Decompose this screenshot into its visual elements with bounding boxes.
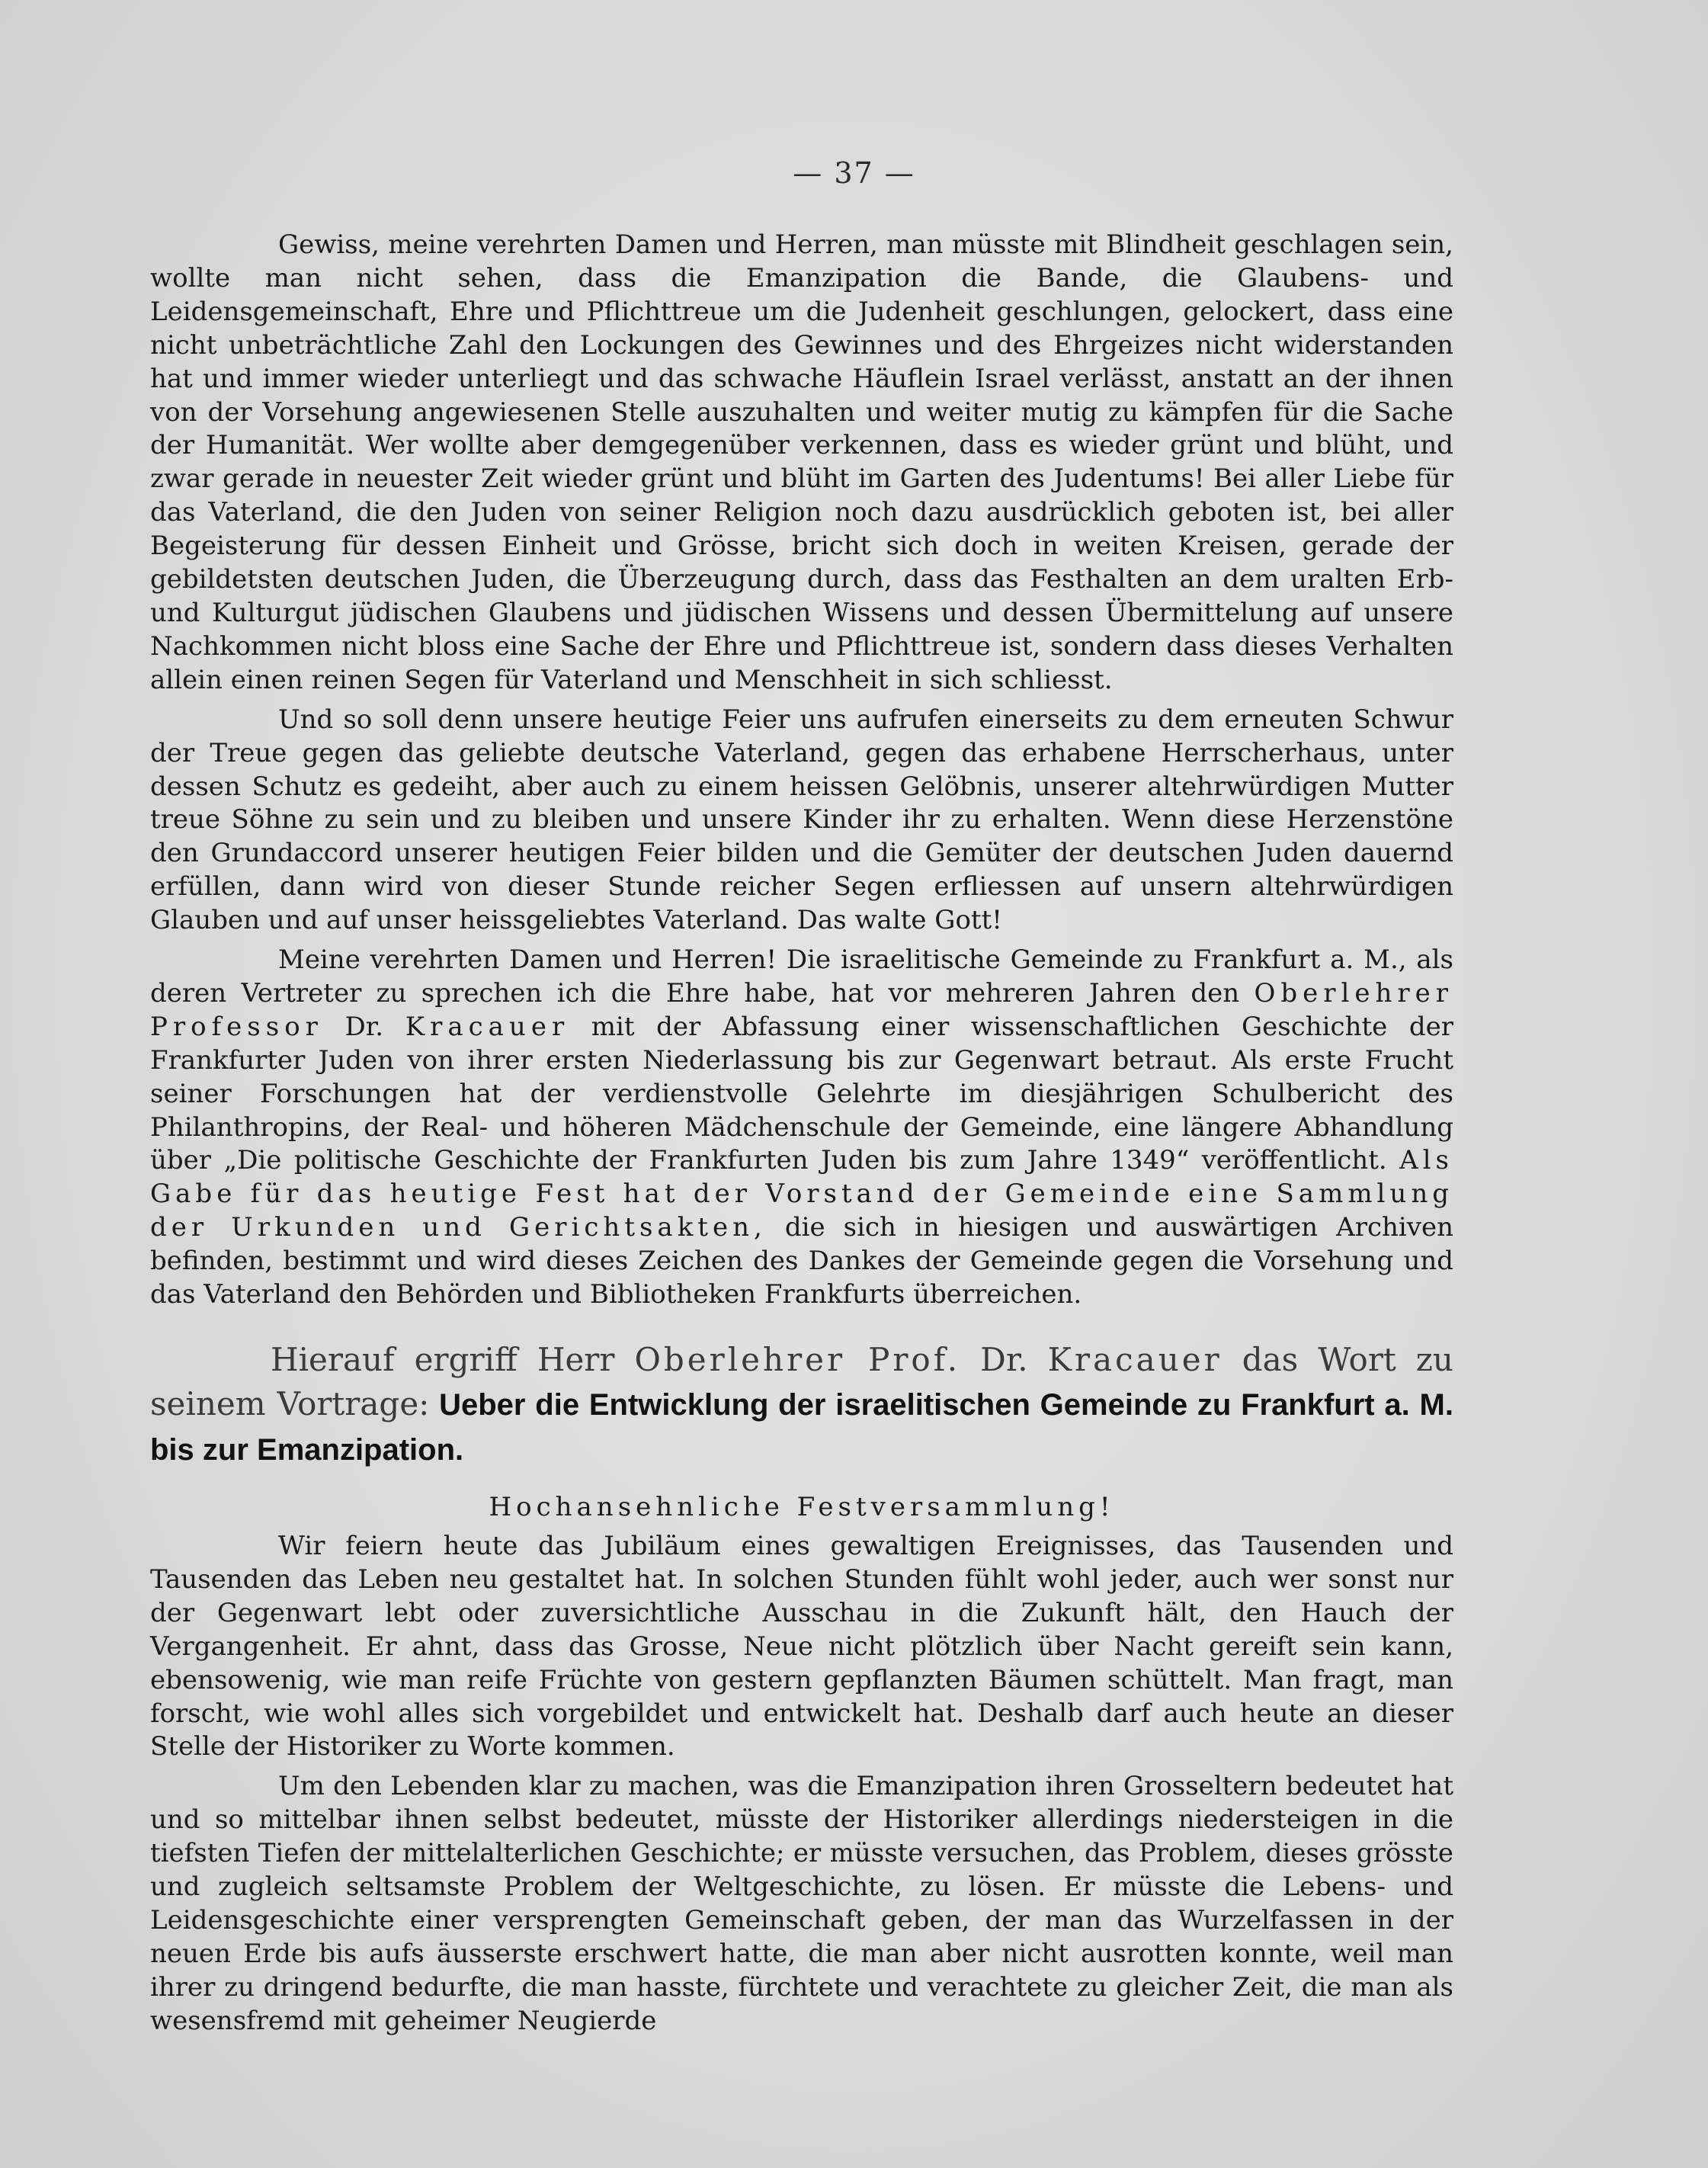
spaced-emphasis-gabe: Als Gabe für das heutige Fest hat der Vorstand der Gemeinde eine Sammlung der Urkunden und Gerichtsakten,: [150, 1145, 1453, 1243]
paragraph-und-so-soll: Und so soll denn unsere heutige Feier uns aufrufen einerseits zu dem erneuten Schwur der Treue gegen das geliebte deutsche Vaterland, gegen das erhabene Herrscherhaus, unter dessen Schutz es gedeiht, aber auch zu einem heissen Gelöbnis, unserer altehrwürdigen Mutter treue Söhne zu sein und zu bleiben und unsere Kinder ihr zu erhalten. Wenn diese Herzenstöne den Grundaccord unserer heutigen Feier bilden und die Gemüter der deutschen Juden dauernd erfüllen, dann wird von dieser Stunde reicher Segen erfliessen auf unsern altehrwürdigen Glauben und auf unser heissgeliebtes Vaterland. Das walte Gott!: [150, 704, 1453, 936]
paragraph-text: die sich in hiesigen und auswärtigen Archiven befinden, bestimmt und wird dieses Zeichen des Dankes der Gemeinde gegen die Vorsehung und das Vaterland den Behörden und Bibliotheken Frankfurts überreichen.: [150, 1212, 1453, 1310]
intro-text: Hierauf ergriff Herr: [271, 1341, 635, 1378]
paragraph-text: mit der Abfassung einer wissenschaftlichen Geschichte der Frankfurter Juden von ihrer ersten Niederlassung bis zur Gegenwart betraut. Als erste Frucht seiner Forschungen hat der verdienstvolle Gelehrte im diesjährigen Schulbericht des Philanthropins, der Real- und höheren Mädchenschule der Gemeinde, eine längere Abhandlung über „Die politische Geschichte der Frankfurten Juden bis zum Jahre 1349“ veröffentlicht.: [150, 1011, 1453, 1176]
spaced-name-kracauer: Kracauer: [1047, 1341, 1223, 1378]
paragraph-meine-verehrten: [150, 944, 1453, 1312]
intro-text: Dr.: [960, 1341, 1048, 1378]
body-text: [150, 229, 1453, 2038]
paragraph-text: Dr.: [322, 1011, 405, 1042]
lecture-title: Ueber die Entwicklung der israelitischen Gemeinde zu Frankfurt a. M. bis zur Emanzipation.: [150, 1388, 1453, 1467]
paragraph-text: Meine verehrten Damen und Herren! Die israelitische Gemeinde zu Frankfurt a. M., als deren Vertreter zu sprechen ich die Ehre habe, hat vor mehreren Jahren den: [150, 944, 1453, 1009]
intro-text-vortrage: Vortrage:: [277, 1385, 430, 1422]
paragraph-um-den-lebenden: Um den Lebenden klar zu machen, was die Emanzipation ihren Grosseltern bedeutet hat und so mittelbar ihnen selbst bedeutet, müsste der Historiker allerdings niedersteigen in die tiefsten Tiefen der mittelalterlichen Geschichte; er müsste versuchen, das Problem, dieses grösste und zugleich seltsamste Problem der Weltgeschichte, zu lösen. Er müsste die Lebens- und Leidensgeschichte einer versprengten Gemeinschaft geben, der man das Wurzelfassen in der neuen Erde bis aufs äusserste erschwert hatte, die man aber nicht ausrotten konnte, weil man ihrer zu dringend bedurfte, die man hasste, fürchtete und verachtete zu gleicher Zeit, die man als wesensfremd mit geheimer Neugierde: [150, 1771, 1453, 2036]
page-number: — 37 —: [793, 156, 915, 190]
spaced-name-kracauer: Kracauer: [405, 1011, 570, 1042]
spaced-title-oberlehrer: Oberlehrer Prof.: [634, 1341, 961, 1378]
spaced-title-oberlehrer: Oberlehrer Professor: [150, 977, 1453, 1042]
intro-text: das Wort zu seinem: [150, 1341, 1453, 1422]
lecture-introduction: [150, 1338, 1453, 1472]
paragraph-gewiss: Gewiss, meine verehrten Damen und Herren, man müsste mit Blindheit geschlagen sein, wollte man nicht sehen, dass die Emanzipation die Bande, die Glaubens- und Leidensgemeinschaft, Ehre und Pflichttreue um die Judenheit geschlungen, gelockert, dass eine nicht unbeträchtliche Zahl den Lockungen des Gewinnes und des Ehrgeizes nicht widerstanden hat und immer wieder unterliegt und das schwache Häuflein Israel verlässt, anstatt an der ihnen von der Vorsehung angewiesenen Stelle auszuhalten und weiter mutig zu kämpfen für die Sache der Humanität. Wer wollte aber demgegenüber verkennen, dass es wieder grünt und blüht, und zwar gerade in neuester Zeit wieder grünt und blüht im Garten des Judentums! Bei aller Liebe für das Vaterland, die den Juden von seiner Religion noch dazu ausdrücklich geboten ist, bei aller Begeisterung für dessen Einheit und Grösse, bricht sich doch in weiten Kreisen, gerade der gebildetsten deutschen Juden, die Überzeugung durch, dass das Festhalten an dem uralten Erb- und Kulturgut jüdischen Glaubens und jüdischen Wissens und dessen Übermittelung auf unsere Nachkommen nicht bloss eine Sache der Ehre und Pflichttreue ist, sondern dass dieses Verhalten allein einen reinen Segen für Vaterland und Menschheit in sich schliesst.: [150, 229, 1453, 695]
speech-address: Hochansehnliche Festversammlung!: [489, 1492, 1115, 1522]
paragraph-wir-feiern: Wir feiern heute das Jubiläum eines gewaltigen Ereignisses, das Tausenden und Tausenden das Leben neu gestaltet hat. In solchen Stunden fühlt wohl jeder, auch wer sonst nur der Gegenwart lebt oder zuversichtliche Ausschau in die Zukunft hält, den Hauch der Vergangenheit. Er ahnt, dass das Grosse, Neue nicht plötzlich über Nacht gereift sein kann, ebensowenig, wie man reife Früchte von gestern gepflanzten Bäumen schüttelt. Man fragt, man forscht, wie wohl alles sich vorgebildet und entwickelt hat. Deshalb darf auch heute an dieser Stelle der Historiker zu Worte kommen.: [150, 1531, 1453, 1762]
